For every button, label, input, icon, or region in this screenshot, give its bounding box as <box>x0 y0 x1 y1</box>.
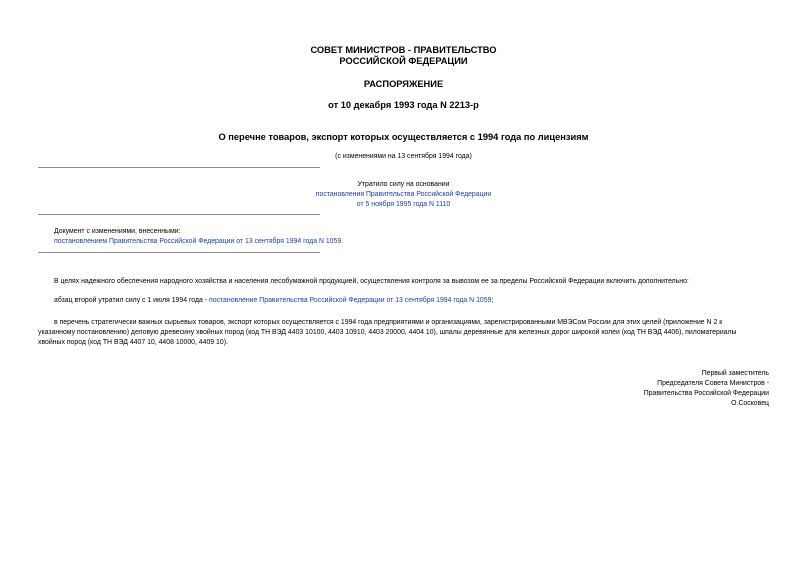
paragraph-1: В целях надежного обеспечения народного хозяйства и населения лесобумажной продукцией, осуществления контроля за вывозом ее за пределы Российской Федерации включить дополнительно: <box>54 278 689 285</box>
paragraph-3-line-1: в перечень стратегически важных сырьевых товаров, экспорт которых осуществляется с 1994 года предприятиями и организациями, зарегистрированными МВЭСом России для этих целей (приложение N 2 к <box>54 319 723 326</box>
signature-name: О.Сосковец <box>731 400 769 407</box>
org-line-1: СОВЕТ МИНИСТРОВ - ПРАВИТЕЛЬСТВО <box>310 45 497 55</box>
amendments-label: Документ с изменениями, внесенными: <box>54 228 181 235</box>
revision-note: (с изменениями на 13 сентября 1994 года) <box>335 153 472 160</box>
divider-top <box>38 167 320 168</box>
signature-line-3: Правительства Российской Федерации <box>643 390 769 397</box>
paragraph-3-line-2: указанному постановлению) деловую древесину хвойных пород (код ТН ВЭД 4403 10100, 4403 10910, 4403 20000, 4404 10), шпалы деревянные для железных дорог широкой колеи (код ТН ВЭД 4406), пиломатериалы <box>38 329 737 336</box>
paragraph-3-line-3: хвойных пород (код ТН ВЭД 4407 10, 4408 10000, 4409 10). <box>38 339 228 346</box>
paragraph-2 <box>54 296 493 306</box>
doc-type: РАСПОРЯЖЕНИЕ <box>363 79 444 89</box>
divider-amend-bottom <box>38 252 320 253</box>
divider-amend-top <box>38 214 320 215</box>
paragraph-2-end: ; <box>491 297 494 304</box>
signature-line-2: Председателя Совета Министров - <box>657 380 769 387</box>
paragraph-2-text: абзац второй утратил силу с 1 июля 1994 года - <box>54 297 209 304</box>
org-line-2: РОССИЙСКОЙ ФЕДЕРАЦИИ <box>339 56 468 66</box>
void-notice-link-2[interactable]: от 5 ноября 1995 года N 1110 <box>356 201 451 208</box>
paragraph-2-link[interactable]: постановление Правительства Российской Федерации от 13 сентября 1994 года N 1059 <box>208 297 492 304</box>
amendments-link[interactable]: постановлением Правительства Российской Федерации от 13 сентября 1994 года N 1059. <box>54 238 344 245</box>
document-title: О перечне товаров, экспорт которых осуществляется с 1994 года по лицензиям <box>218 132 589 142</box>
void-notice-line: Утратило силу на основании <box>357 181 450 188</box>
void-notice-link-1[interactable]: постановления Правительства Российской Федерации <box>315 191 492 198</box>
signature-line-1: Первый заместитель <box>701 370 769 377</box>
date-number: от 10 декабря 1993 года N 2213-р <box>328 100 479 110</box>
